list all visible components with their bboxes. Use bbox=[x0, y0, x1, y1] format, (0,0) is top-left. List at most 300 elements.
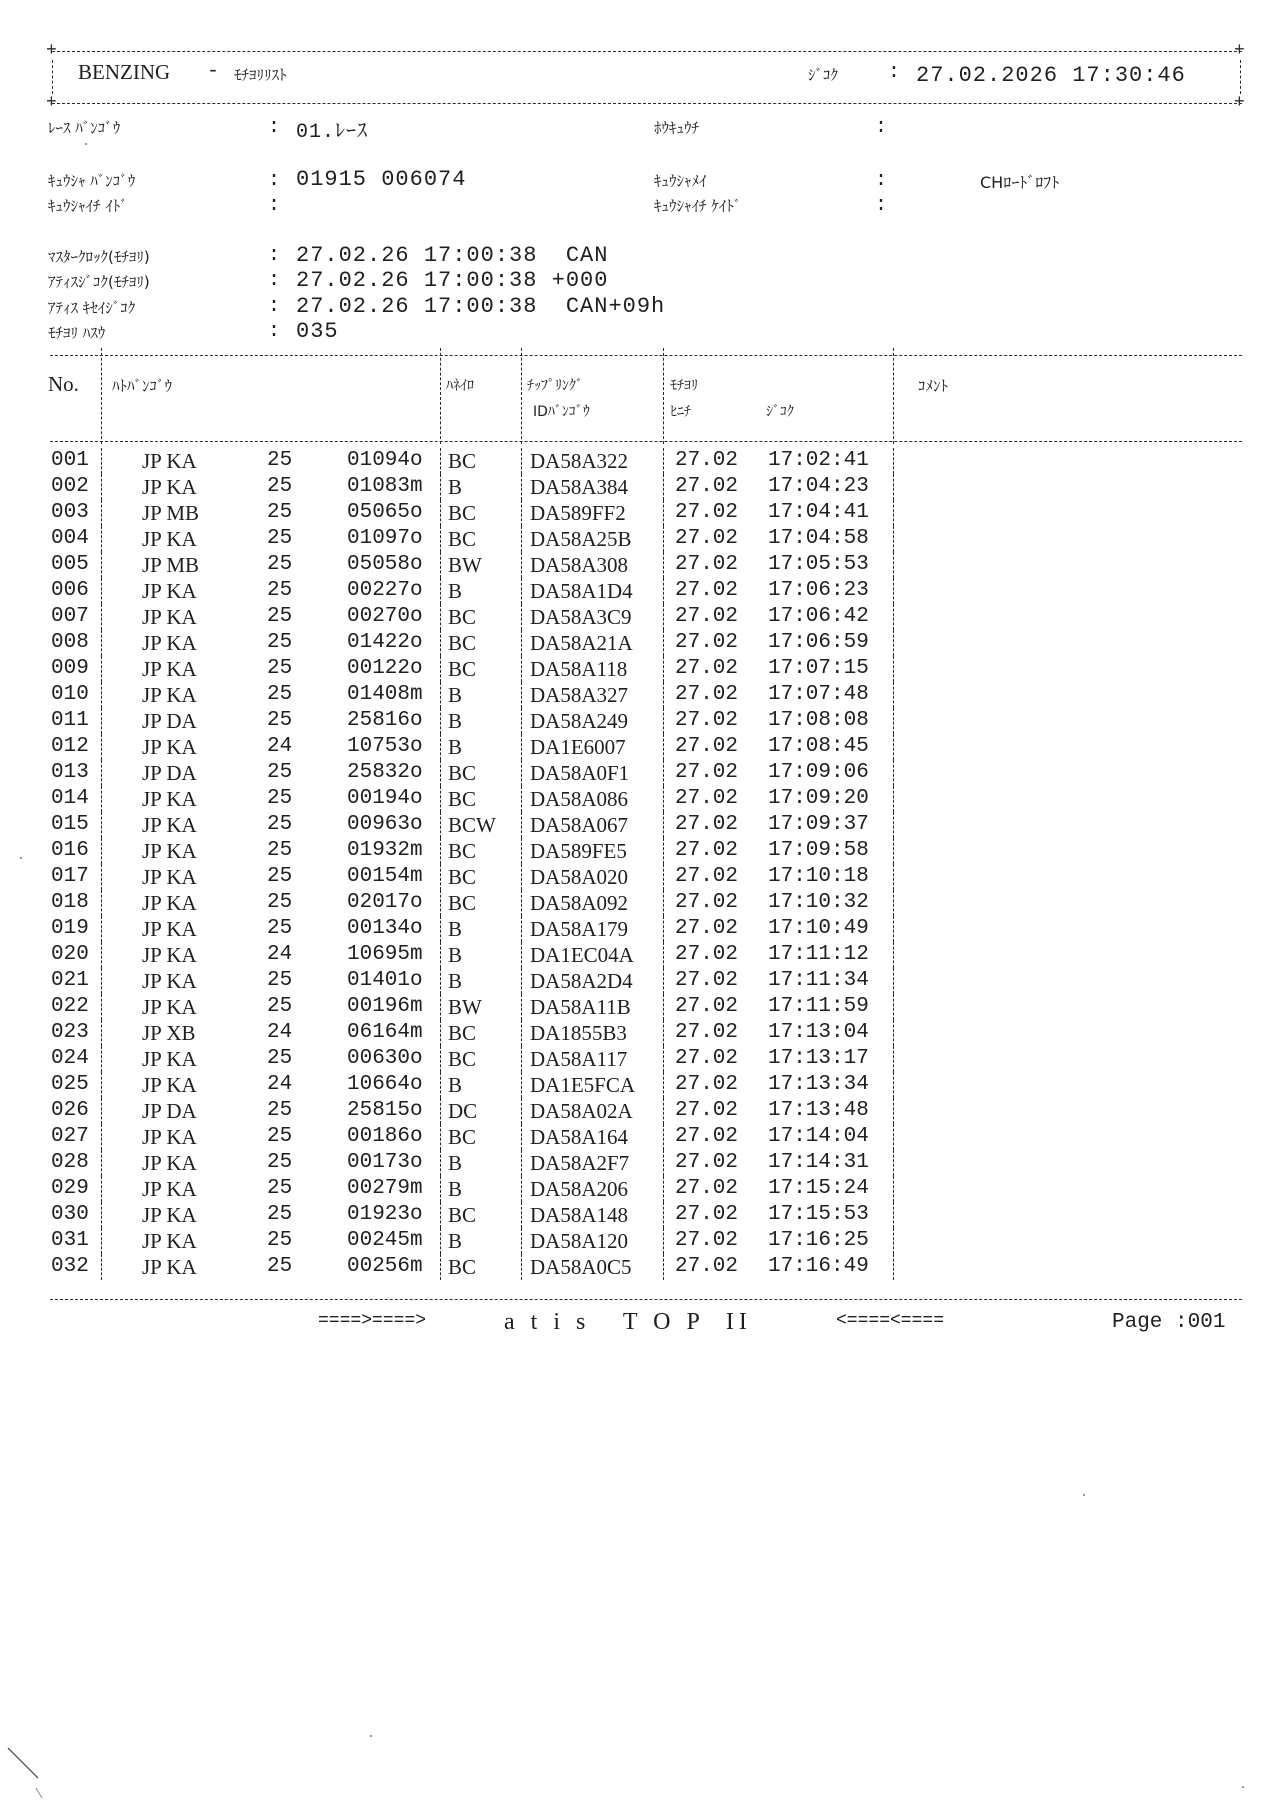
col-header-chip-top: ﾁｯﾌﾟﾘﾝｸﾞ bbox=[527, 378, 583, 394]
cell-divider bbox=[521, 656, 522, 682]
cell-year: 25 bbox=[267, 839, 293, 862]
table-row bbox=[0, 526, 1280, 552]
cell-divider bbox=[101, 734, 102, 760]
cell-divider bbox=[893, 1098, 894, 1124]
brand-dash: - bbox=[207, 60, 220, 83]
cell-time: 17:05:53 bbox=[768, 553, 869, 576]
cell-divider bbox=[893, 578, 894, 604]
cell-divider bbox=[893, 1254, 894, 1280]
cell-divider bbox=[101, 1072, 102, 1098]
cell-chip: DA589FF2 bbox=[530, 501, 626, 525]
cell-divider bbox=[440, 708, 441, 734]
print-datetime: 27.02.2026 17:30:46 bbox=[916, 63, 1186, 88]
cell-year: 25 bbox=[267, 553, 293, 576]
cell-no: 028 bbox=[51, 1151, 89, 1174]
col-header-comment: ｺﾒﾝﾄ bbox=[918, 377, 949, 395]
cell-no: 003 bbox=[51, 501, 89, 524]
cell-time: 17:11:59 bbox=[768, 995, 869, 1018]
cell-date: 27.02 bbox=[675, 527, 739, 550]
cell-year: 25 bbox=[267, 891, 293, 914]
cell-divider bbox=[663, 864, 664, 890]
cell-divider bbox=[440, 552, 441, 578]
cell-divider bbox=[521, 604, 522, 630]
table-row bbox=[0, 1202, 1280, 1228]
cell-no: 030 bbox=[51, 1203, 89, 1226]
cell-ring: 25816o bbox=[347, 709, 423, 732]
cell-date: 27.02 bbox=[675, 709, 739, 732]
cell-divider bbox=[521, 1124, 522, 1150]
cell-country: JP KA bbox=[142, 1073, 197, 1097]
cell-divider bbox=[440, 968, 441, 994]
cell-ring: 00154m bbox=[347, 865, 423, 888]
cell-color: BC bbox=[448, 761, 477, 785]
cell-divider bbox=[663, 1176, 664, 1202]
cell-color: B bbox=[448, 709, 463, 733]
cell-ring: 00122o bbox=[347, 657, 423, 680]
cell-divider bbox=[440, 1228, 441, 1254]
cell-divider bbox=[101, 526, 102, 552]
cell-divider bbox=[663, 578, 664, 604]
cell-chip: DA58A2D4 bbox=[530, 969, 633, 993]
table-row bbox=[0, 994, 1280, 1020]
cell-divider bbox=[101, 578, 102, 604]
cell-date: 27.02 bbox=[675, 735, 739, 758]
cell-divider bbox=[893, 682, 894, 708]
cell-color: BC bbox=[448, 1255, 477, 1279]
col-header-color: ﾊﾈｲﾛ bbox=[446, 378, 474, 394]
cell-date: 27.02 bbox=[675, 1021, 739, 1044]
print-speck bbox=[85, 143, 87, 145]
cell-country: JP DA bbox=[142, 709, 197, 733]
arrival-count-label: ﾓﾁﾖﾘ ﾊｽｳ bbox=[48, 324, 106, 342]
cell-ring: 00173o bbox=[347, 1151, 423, 1174]
cell-year: 25 bbox=[267, 449, 293, 472]
master-clock-value: 27.02.26 17:00:38 CAN bbox=[296, 243, 609, 268]
cell-year: 24 bbox=[267, 943, 293, 966]
cell-divider bbox=[440, 1072, 441, 1098]
cell-year: 25 bbox=[267, 1177, 293, 1200]
cell-country: JP KA bbox=[142, 657, 197, 681]
cell-no: 008 bbox=[51, 631, 89, 654]
cell-ring: 01923o bbox=[347, 1203, 423, 1226]
cell-color: BC bbox=[448, 1125, 477, 1149]
cell-time: 17:04:41 bbox=[768, 501, 869, 524]
table-row bbox=[0, 708, 1280, 734]
cell-time: 17:09:06 bbox=[768, 761, 869, 784]
cell-divider bbox=[101, 812, 102, 838]
cell-divider bbox=[521, 864, 522, 890]
control-time-colon: : bbox=[268, 295, 281, 318]
cell-date: 27.02 bbox=[675, 579, 739, 602]
cell-year: 25 bbox=[267, 995, 293, 1018]
cell-time: 17:10:49 bbox=[768, 917, 869, 940]
cell-time: 17:10:18 bbox=[768, 865, 869, 888]
cell-no: 022 bbox=[51, 995, 89, 1018]
cell-ring: 00134o bbox=[347, 917, 423, 940]
table-row bbox=[0, 682, 1280, 708]
cell-no: 026 bbox=[51, 1099, 89, 1122]
list-title: ﾓﾁﾖﾘﾘｽﾄ bbox=[234, 66, 287, 84]
table-row bbox=[0, 1072, 1280, 1098]
scan-speck bbox=[370, 1735, 372, 1737]
cell-divider bbox=[663, 1020, 664, 1046]
table-row bbox=[0, 1046, 1280, 1072]
cell-divider bbox=[521, 812, 522, 838]
cell-time: 17:13:34 bbox=[768, 1073, 869, 1096]
cell-country: JP XB bbox=[142, 1021, 196, 1045]
cell-country: JP KA bbox=[142, 683, 197, 707]
table-row bbox=[0, 552, 1280, 578]
cell-chip: DA58A0F1 bbox=[530, 761, 630, 785]
cell-chip: DA58A327 bbox=[530, 683, 628, 707]
cell-divider bbox=[663, 656, 664, 682]
cell-date: 27.02 bbox=[675, 631, 739, 654]
cell-divider bbox=[440, 656, 441, 682]
cell-country: JP KA bbox=[142, 579, 197, 603]
cell-divider bbox=[101, 786, 102, 812]
cell-date: 27.02 bbox=[675, 1047, 739, 1070]
cell-no: 020 bbox=[51, 943, 89, 966]
direction-colon: : bbox=[875, 116, 888, 139]
cell-date: 27.02 bbox=[675, 1177, 739, 1200]
cell-ring: 00270o bbox=[347, 605, 423, 628]
cell-country: JP KA bbox=[142, 1229, 197, 1253]
cell-no: 004 bbox=[51, 527, 89, 550]
cell-year: 25 bbox=[267, 501, 293, 524]
cell-divider bbox=[893, 630, 894, 656]
column-divider bbox=[521, 348, 522, 444]
master-clock-colon: : bbox=[268, 244, 281, 267]
cell-divider bbox=[663, 890, 664, 916]
cell-divider bbox=[440, 734, 441, 760]
header-top-border bbox=[52, 51, 1242, 52]
cell-divider bbox=[893, 1072, 894, 1098]
cell-color: BC bbox=[448, 449, 477, 473]
cell-divider bbox=[663, 786, 664, 812]
cell-date: 27.02 bbox=[675, 969, 739, 992]
cell-color: BW bbox=[448, 995, 482, 1019]
cell-color: BC bbox=[448, 501, 477, 525]
cell-date: 27.02 bbox=[675, 787, 739, 810]
table-row bbox=[0, 1150, 1280, 1176]
cell-divider bbox=[101, 1202, 102, 1228]
cell-divider bbox=[663, 1228, 664, 1254]
table-row bbox=[0, 1098, 1280, 1124]
cell-divider bbox=[663, 682, 664, 708]
cell-time: 17:16:49 bbox=[768, 1255, 869, 1278]
cell-year: 25 bbox=[267, 605, 293, 628]
cell-divider bbox=[440, 760, 441, 786]
cell-no: 024 bbox=[51, 1047, 89, 1070]
cell-divider bbox=[893, 1150, 894, 1176]
cell-date: 27.02 bbox=[675, 657, 739, 680]
cell-color: BC bbox=[448, 787, 477, 811]
cell-color: B bbox=[448, 683, 463, 707]
cell-chip: DA58A21A bbox=[530, 631, 633, 655]
cell-divider bbox=[440, 630, 441, 656]
cell-divider bbox=[101, 890, 102, 916]
cell-divider bbox=[663, 1124, 664, 1150]
cell-divider bbox=[521, 630, 522, 656]
cell-time: 17:06:59 bbox=[768, 631, 869, 654]
cell-chip: DA58A384 bbox=[530, 475, 628, 499]
cell-divider bbox=[663, 916, 664, 942]
cell-no: 002 bbox=[51, 475, 89, 498]
cell-divider bbox=[893, 838, 894, 864]
cell-date: 27.02 bbox=[675, 917, 739, 940]
cell-color: B bbox=[448, 475, 463, 499]
table-row bbox=[0, 500, 1280, 526]
cell-divider bbox=[893, 526, 894, 552]
cell-divider bbox=[440, 1020, 441, 1046]
cell-year: 25 bbox=[267, 1151, 293, 1174]
cell-divider bbox=[101, 760, 102, 786]
cell-divider bbox=[101, 500, 102, 526]
cell-year: 25 bbox=[267, 1229, 293, 1252]
cell-divider bbox=[663, 760, 664, 786]
cell-divider bbox=[101, 1124, 102, 1150]
cell-date: 27.02 bbox=[675, 683, 739, 706]
cell-no: 005 bbox=[51, 553, 89, 576]
cell-divider bbox=[663, 474, 664, 500]
cell-color: B bbox=[448, 969, 463, 993]
cell-time: 17:07:48 bbox=[768, 683, 869, 706]
cell-chip: DA58A1D4 bbox=[530, 579, 633, 603]
cell-ring: 01083m bbox=[347, 475, 423, 498]
cell-divider bbox=[521, 1046, 522, 1072]
cell-color: B bbox=[448, 1151, 463, 1175]
cell-divider bbox=[521, 786, 522, 812]
col-header-arrival-date: ﾋﾆﾁ bbox=[670, 404, 691, 420]
cell-time: 17:13:04 bbox=[768, 1021, 869, 1044]
cell-ring: 10664o bbox=[347, 1073, 423, 1096]
cell-chip: DA58A164 bbox=[530, 1125, 628, 1149]
column-divider bbox=[663, 348, 664, 444]
cell-divider bbox=[893, 656, 894, 682]
cell-divider bbox=[101, 838, 102, 864]
cell-no: 006 bbox=[51, 579, 89, 602]
cell-year: 25 bbox=[267, 969, 293, 992]
atis-time-value: 27.02.26 17:00:38 +000 bbox=[296, 268, 609, 293]
cell-divider bbox=[521, 682, 522, 708]
cell-ring: 10753o bbox=[347, 735, 423, 758]
cell-divider bbox=[663, 1046, 664, 1072]
cell-divider bbox=[521, 838, 522, 864]
col-header-ring: ﾊﾄﾊﾞﾝｺﾞｳ bbox=[112, 377, 173, 395]
cell-no: 001 bbox=[51, 449, 89, 472]
loft-lat-label: ｷｭｳｼｬｲﾁ ｲﾄﾞ bbox=[48, 197, 128, 215]
cell-chip: DA58A179 bbox=[530, 917, 628, 941]
cell-no: 011 bbox=[51, 709, 89, 732]
cell-color: B bbox=[448, 579, 463, 603]
cell-divider bbox=[663, 994, 664, 1020]
table-row bbox=[0, 734, 1280, 760]
cell-divider bbox=[893, 448, 894, 474]
column-divider bbox=[893, 348, 894, 444]
cell-time: 17:11:34 bbox=[768, 969, 869, 992]
cell-chip: DA58A086 bbox=[530, 787, 628, 811]
loft-lat-colon: : bbox=[268, 194, 281, 217]
cell-date: 27.02 bbox=[675, 891, 739, 914]
cell-divider bbox=[893, 1124, 894, 1150]
cell-time: 17:08:08 bbox=[768, 709, 869, 732]
cell-no: 019 bbox=[51, 917, 89, 940]
cell-time: 17:08:45 bbox=[768, 735, 869, 758]
cell-divider bbox=[893, 1020, 894, 1046]
cell-divider bbox=[663, 1150, 664, 1176]
cell-no: 021 bbox=[51, 969, 89, 992]
cell-year: 25 bbox=[267, 1125, 293, 1148]
cell-divider bbox=[440, 916, 441, 942]
cell-ring: 05065o bbox=[347, 501, 423, 524]
cell-divider bbox=[663, 1072, 664, 1098]
header-bottom-border bbox=[52, 103, 1242, 104]
loft-name-value: CHﾛｰﾄﾞﾛﾌﾄ bbox=[980, 173, 1060, 192]
direction-label: ﾎｳｷｭｳﾁ bbox=[654, 119, 700, 137]
cell-divider bbox=[893, 994, 894, 1020]
cell-divider bbox=[521, 1254, 522, 1280]
scan-speck bbox=[1083, 1494, 1085, 1496]
cell-chip: DA58A02A bbox=[530, 1099, 633, 1123]
cell-date: 27.02 bbox=[675, 995, 739, 1018]
cell-country: JP KA bbox=[142, 891, 197, 915]
cell-chip: DA1855B3 bbox=[530, 1021, 627, 1045]
col-header-chip-bottom: IDﾊﾞﾝｺﾞｳ bbox=[533, 404, 590, 420]
cell-divider bbox=[663, 838, 664, 864]
cell-divider bbox=[893, 1228, 894, 1254]
cell-divider bbox=[893, 942, 894, 968]
footer-right-arrows: <====<==== bbox=[836, 1311, 945, 1331]
cell-divider bbox=[521, 1098, 522, 1124]
cell-divider bbox=[893, 500, 894, 526]
cell-divider bbox=[101, 942, 102, 968]
cell-no: 025 bbox=[51, 1073, 89, 1096]
cell-year: 25 bbox=[267, 787, 293, 810]
cell-ring: 01401o bbox=[347, 969, 423, 992]
loft-name-label: ｷｭｳｼｬﾒｲ bbox=[654, 172, 707, 190]
cell-divider bbox=[440, 682, 441, 708]
cell-no: 031 bbox=[51, 1229, 89, 1252]
cell-color: BC bbox=[448, 657, 477, 681]
table-row bbox=[0, 1124, 1280, 1150]
column-divider bbox=[440, 348, 441, 444]
cell-time: 17:13:48 bbox=[768, 1099, 869, 1122]
cell-date: 27.02 bbox=[675, 1073, 739, 1096]
cell-divider bbox=[521, 1228, 522, 1254]
col-header-no: No. bbox=[48, 372, 79, 396]
cell-year: 24 bbox=[267, 1021, 293, 1044]
cell-divider bbox=[893, 812, 894, 838]
cell-country: JP KA bbox=[142, 813, 197, 837]
cell-divider bbox=[893, 734, 894, 760]
cell-no: 009 bbox=[51, 657, 89, 680]
cell-country: JP KA bbox=[142, 475, 197, 499]
cell-country: JP DA bbox=[142, 761, 197, 785]
cell-chip: DA58A092 bbox=[530, 891, 628, 915]
table-row bbox=[0, 812, 1280, 838]
table-row bbox=[0, 890, 1280, 916]
cell-divider bbox=[521, 1072, 522, 1098]
cell-year: 25 bbox=[267, 475, 293, 498]
cell-time: 17:04:58 bbox=[768, 527, 869, 550]
print-time-label: ｼﾞｺｸ bbox=[808, 66, 839, 84]
control-time-value: 27.02.26 17:00:38 CAN+09h bbox=[296, 294, 666, 319]
cell-divider bbox=[440, 890, 441, 916]
cell-divider bbox=[101, 968, 102, 994]
cell-chip: DA589FE5 bbox=[530, 839, 627, 863]
cell-ring: 00245m bbox=[347, 1229, 423, 1252]
cell-date: 27.02 bbox=[675, 943, 739, 966]
cell-color: BC bbox=[448, 1203, 477, 1227]
cell-divider bbox=[440, 448, 441, 474]
cell-country: JP KA bbox=[142, 527, 197, 551]
cell-no: 015 bbox=[51, 813, 89, 836]
cell-divider bbox=[663, 708, 664, 734]
cell-ring: 01097o bbox=[347, 527, 423, 550]
cell-divider bbox=[521, 474, 522, 500]
cell-country: JP KA bbox=[142, 631, 197, 655]
table-row bbox=[0, 474, 1280, 500]
cell-divider bbox=[893, 474, 894, 500]
cell-divider bbox=[101, 552, 102, 578]
cell-color: B bbox=[448, 943, 463, 967]
master-clock-label: ﾏｽﾀｰｸﾛｯｸ(ﾓﾁﾖﾘ) bbox=[48, 248, 150, 266]
cell-divider bbox=[101, 1176, 102, 1202]
cell-chip: DA1EC04A bbox=[530, 943, 634, 967]
cell-chip: DA58A067 bbox=[530, 813, 628, 837]
cell-ring: 00256m bbox=[347, 1255, 423, 1278]
cell-divider bbox=[893, 916, 894, 942]
cell-ring: 00186o bbox=[347, 1125, 423, 1148]
cell-ring: 01408m bbox=[347, 683, 423, 706]
cell-year: 25 bbox=[267, 631, 293, 654]
table-row bbox=[0, 864, 1280, 890]
cell-ring: 00196m bbox=[347, 995, 423, 1018]
control-time-label: ｱﾃｨｽ ｷｾｲｼﾞｺｸ bbox=[48, 299, 136, 317]
cell-divider bbox=[663, 734, 664, 760]
cell-ring: 00279m bbox=[347, 1177, 423, 1200]
cell-color: BC bbox=[448, 891, 477, 915]
cell-time: 17:09:20 bbox=[768, 787, 869, 810]
cell-date: 27.02 bbox=[675, 813, 739, 836]
table-row bbox=[0, 1176, 1280, 1202]
cell-divider bbox=[101, 656, 102, 682]
cell-divider bbox=[440, 1254, 441, 1280]
cell-divider bbox=[440, 786, 441, 812]
cell-country: JP KA bbox=[142, 605, 197, 629]
cell-divider bbox=[893, 1202, 894, 1228]
table-row bbox=[0, 604, 1280, 630]
loft-no-value: 01915 006074 bbox=[296, 167, 467, 192]
cell-date: 27.02 bbox=[675, 1229, 739, 1252]
cell-divider bbox=[101, 916, 102, 942]
atis-time-colon: : bbox=[268, 269, 281, 292]
cell-ring: 25815o bbox=[347, 1099, 423, 1122]
cell-ring: 05058o bbox=[347, 553, 423, 576]
cell-divider bbox=[440, 838, 441, 864]
cell-date: 27.02 bbox=[675, 1203, 739, 1226]
cell-country: JP KA bbox=[142, 735, 197, 759]
cell-no: 029 bbox=[51, 1177, 89, 1200]
cell-ring: 02017o bbox=[347, 891, 423, 914]
cell-country: JP KA bbox=[142, 995, 197, 1019]
cell-chip: DA58A0C5 bbox=[530, 1255, 632, 1279]
cell-no: 027 bbox=[51, 1125, 89, 1148]
cell-divider bbox=[440, 1176, 441, 1202]
cell-chip: DA1E5FCA bbox=[530, 1073, 636, 1097]
cell-date: 27.02 bbox=[675, 449, 739, 472]
cell-chip: DA58A118 bbox=[530, 657, 628, 681]
